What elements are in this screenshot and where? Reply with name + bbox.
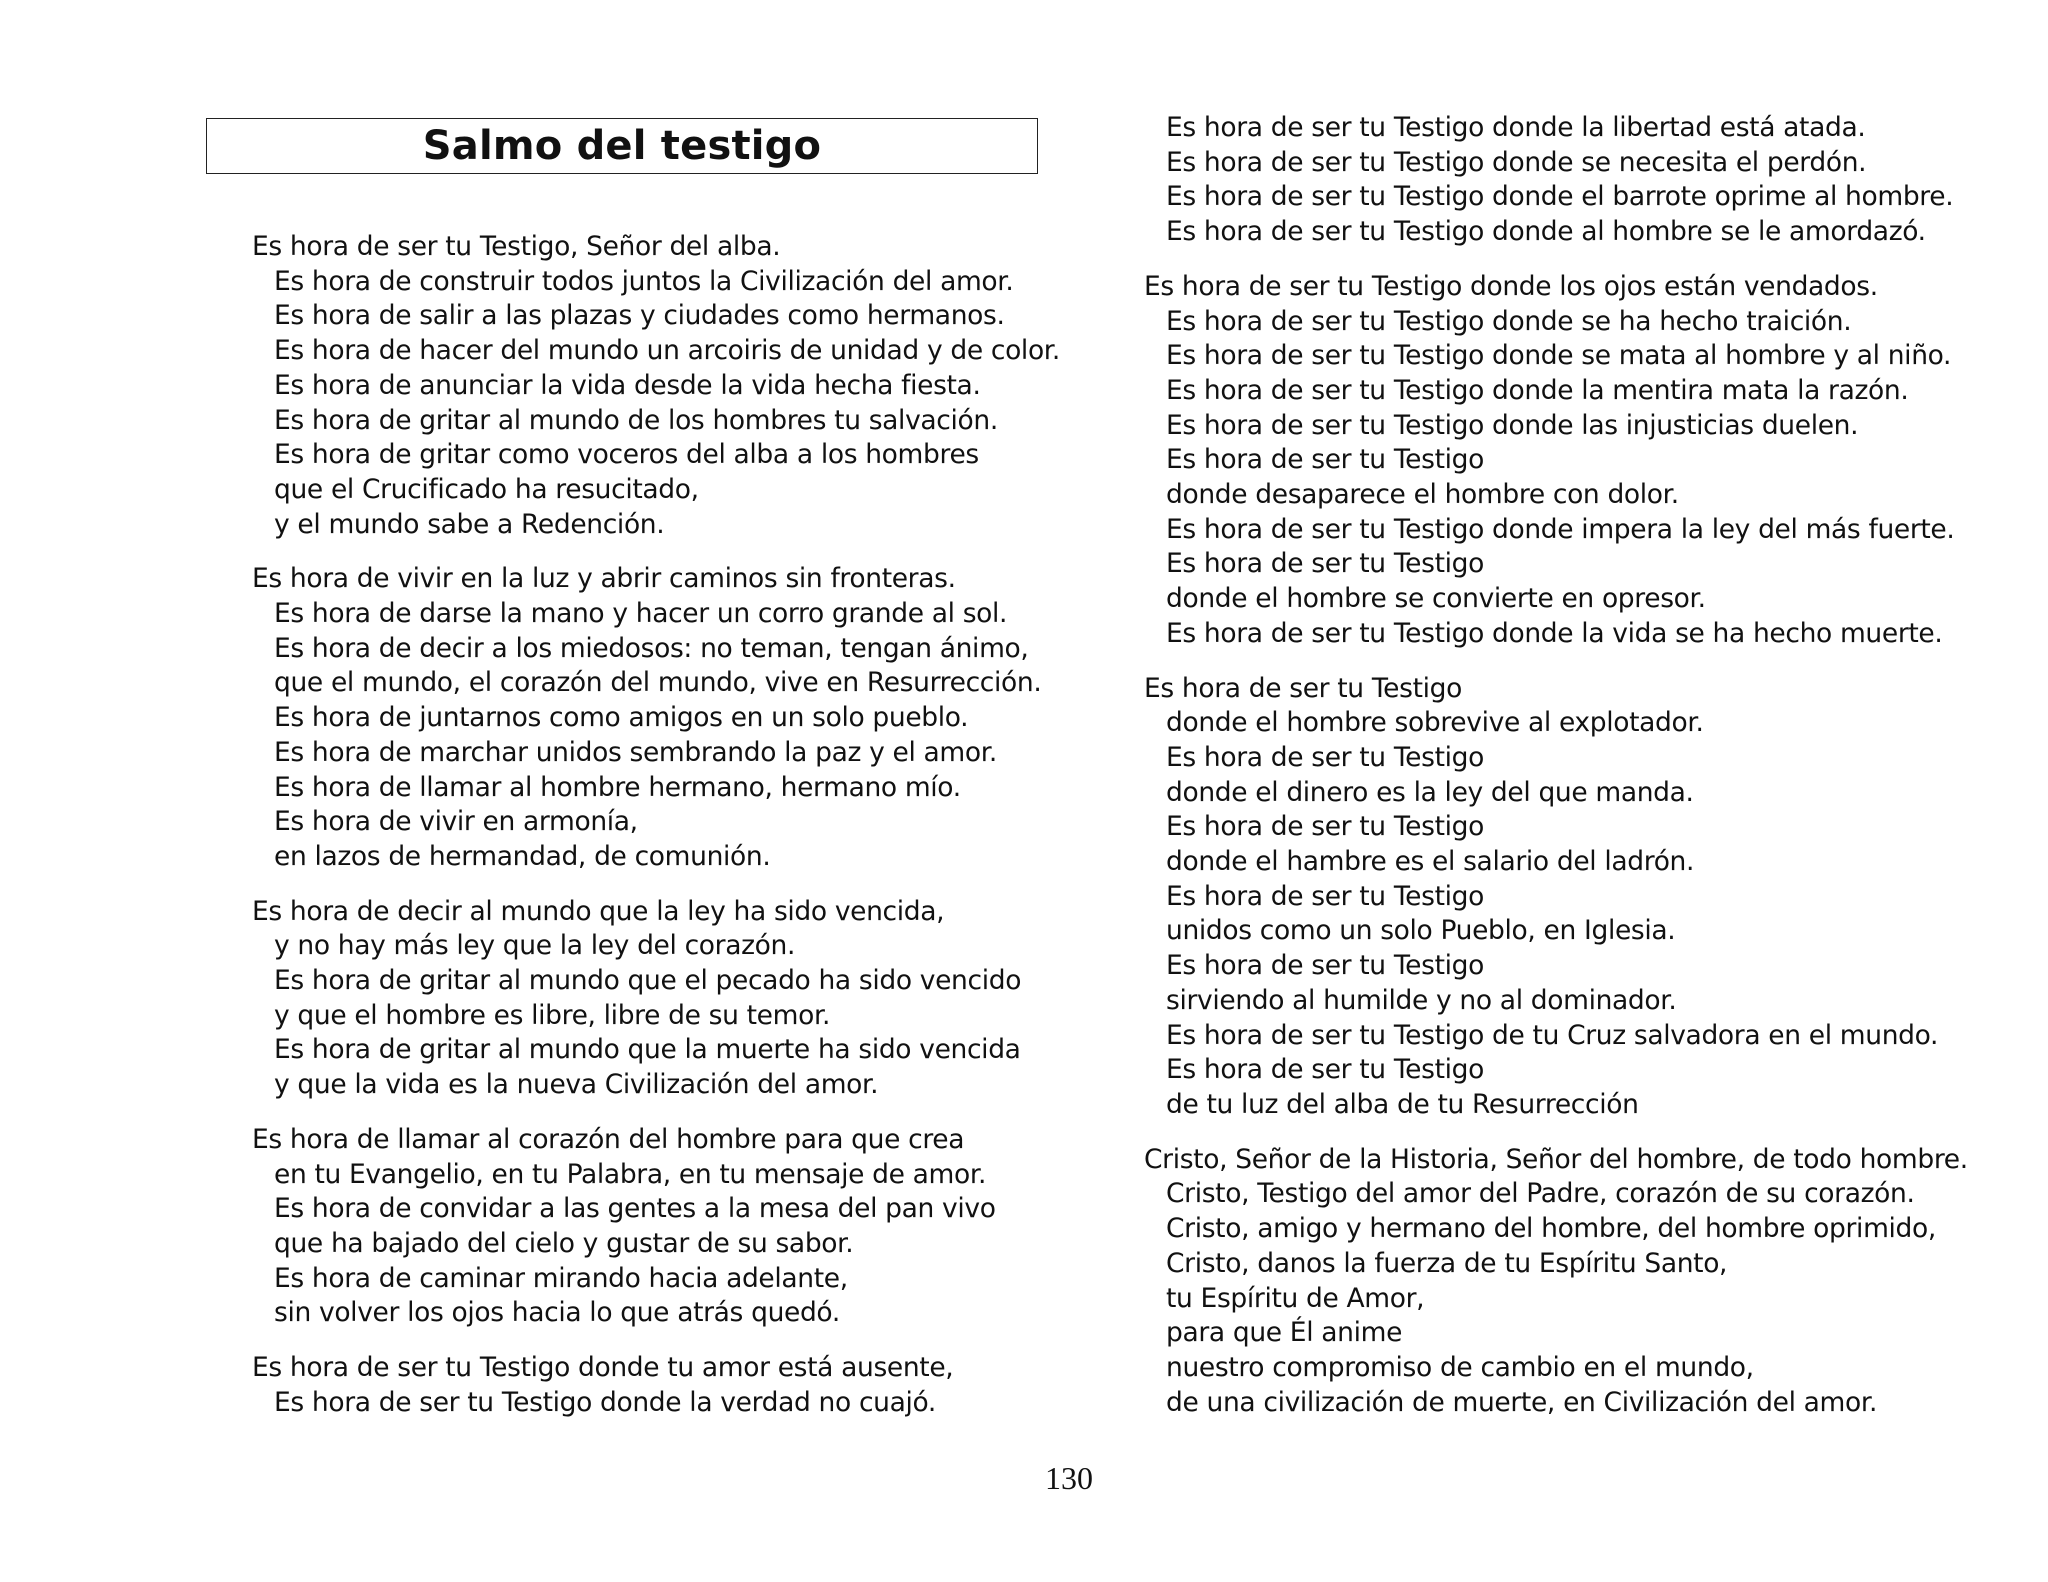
verse-line: Es hora de ser tu Testigo donde al hombre se le amordazó.: [1166, 216, 1926, 248]
verse-line: para que Él anime: [1166, 1317, 1403, 1349]
left-column: [252, 230, 1072, 1441]
verse-line: en lazos de hermandad, de comunión.: [274, 840, 771, 872]
right-column: [1144, 111, 2004, 1440]
verse-line: en tu Evangelio, en tu Palabra, en tu mensaje de amor.: [274, 1158, 987, 1190]
verse-line: Cristo, danos la fuerza de tu Espíritu Santo,: [1166, 1247, 1728, 1279]
verse-line: donde el hambre es el salario del ladrón.: [1166, 846, 1695, 878]
stanza: [1144, 270, 2004, 652]
stanza: [252, 230, 1072, 542]
verse-line: Es hora de ser tu Testigo: [1144, 672, 1462, 704]
verse-line: donde desaparece el hombre con dolor.: [1166, 479, 1679, 511]
verse-line: Es hora de decir al mundo que la ley ha sido vencida,: [252, 895, 945, 927]
verse-line: sin volver los ojos hacia lo que atrás quedó.: [274, 1297, 840, 1329]
verse-line: Es hora de juntarnos como amigos en un solo pueblo.: [274, 702, 969, 734]
verse-line: Es hora de ser tu Testigo: [1166, 741, 1484, 773]
verse-line: Es hora de ser tu Testigo donde la vida se ha hecho muerte.: [1166, 617, 1943, 649]
verse-line: y que la vida es la nueva Civilización del amor.: [274, 1069, 879, 1101]
stanza: [252, 1351, 1072, 1420]
verse-line: y que el hombre es libre, libre de su temor.: [274, 999, 831, 1031]
verse-line: Es hora de gritar al mundo de los hombres tu salvación.: [274, 404, 998, 436]
verse-line: Es hora de ser tu Testigo donde el barrote oprime al hombre.: [1166, 181, 1954, 213]
verse-line: Es hora de construir todos juntos la Civilización del amor.: [274, 265, 1014, 297]
verse-line: unidos como un solo Pueblo, en Iglesia.: [1166, 915, 1676, 947]
verse-line: Es hora de vivir en armonía,: [274, 806, 638, 838]
page-title: Salmo del testigo: [422, 123, 822, 169]
verse-line: y el mundo sabe a Redención.: [274, 508, 665, 540]
verse-line: Es hora de marchar unidos sembrando la paz y el amor.: [274, 736, 997, 768]
verse-line: nuestro compromiso de cambio en el mundo,: [1166, 1351, 1754, 1383]
verse-line: Es hora de vivir en la luz y abrir caminos sin fronteras.: [252, 563, 956, 595]
verse-line: Es hora de ser tu Testigo donde la libertad está atada.: [1166, 112, 1866, 143]
title-box: [206, 118, 1038, 174]
stanza: [252, 895, 1072, 1103]
verse-line: y no hay más ley que la ley del corazón.: [274, 930, 796, 962]
verse-line: Es hora de ser tu Testigo donde se necesita el perdón.: [1166, 146, 1867, 178]
verse-line: Cristo, Testigo del amor del Padre, corazón de su corazón.: [1166, 1178, 1915, 1210]
verse-line: Es hora de ser tu Testigo donde impera la ley del más fuerte.: [1166, 513, 1955, 545]
verse-line: Es hora de ser tu Testigo donde las injusticias duelen.: [1166, 409, 1859, 441]
verse-line: Es hora de ser tu Testigo de tu Cruz salvadora en el mundo.: [1166, 1019, 1939, 1051]
verse-line: Es hora de gritar como voceros del alba a los hombres: [274, 439, 979, 471]
verse-line: Es hora de anunciar la vida desde la vida hecha fiesta.: [274, 369, 981, 401]
verse-line: Es hora de ser tu Testigo donde se mata al hombre y al niño.: [1166, 340, 1952, 372]
verse-line: de tu luz del alba de tu Resurrección: [1166, 1088, 1639, 1120]
verse-line: Es hora de caminar mirando hacia adelante,: [274, 1262, 848, 1294]
verse-line: Es hora de ser tu Testigo: [1166, 811, 1484, 843]
verse-line: donde el dinero es la ley del que manda.: [1166, 776, 1694, 808]
verse-line: Es hora de ser tu Testigo: [1166, 548, 1484, 580]
verse-line: sirviendo al humilde y no al dominador.: [1166, 984, 1677, 1016]
verse-line: que el Crucificado ha resucitado,: [274, 473, 699, 505]
verse-line: Es hora de darse la mano y hacer un corro grande al sol.: [274, 598, 1008, 630]
verse-line: Es hora de convidar a las gentes a la mesa del pan vivo: [274, 1193, 996, 1225]
verse-line: Es hora de gritar al mundo que la muerte ha sido vencida: [274, 1034, 1021, 1066]
verse-line: Es hora de ser tu Testigo donde la mentira mata la razón.: [1166, 374, 1909, 406]
verse-line: Es hora de ser tu Testigo donde se ha hecho traición.: [1166, 305, 1852, 337]
verse-line: Cristo, Señor de la Historia, Señor del hombre, de todo hombre.: [1144, 1143, 1968, 1175]
verse-line: de una civilización de muerte, en Civilización del amor.: [1166, 1386, 1878, 1418]
verse-line: Es hora de decir a los miedosos: no teman, tengan ánimo,: [274, 632, 1029, 664]
verse-line: donde el hombre sobrevive al explotador.: [1166, 707, 1704, 739]
stanza: [1144, 672, 2004, 1123]
stanza: [252, 1123, 1072, 1331]
verse-line: Es hora de hacer del mundo un arcoiris de unidad y de color.: [274, 335, 1060, 367]
stanza: [1144, 1143, 2004, 1421]
stanza: [252, 562, 1072, 874]
verse-line: Es hora de salir a las plazas y ciudades como hermanos.: [274, 300, 1005, 332]
verse-line: Es hora de ser tu Testigo: [1166, 444, 1484, 476]
verse-line: tu Espíritu de Amor,: [1166, 1282, 1425, 1314]
stanza: [1144, 111, 2004, 250]
verse-line: Es hora de gritar al mundo que el pecado ha sido vencido: [274, 965, 1022, 997]
verse-line: Es hora de ser tu Testigo: [1166, 880, 1484, 912]
verse-line: que el mundo, el corazón del mundo, vive en Resurrección.: [274, 667, 1042, 699]
verse-line: Es hora de ser tu Testigo: [1166, 1054, 1484, 1086]
verse-line: Es hora de ser tu Testigo: [1166, 950, 1484, 982]
verse-line: Es hora de ser tu Testigo donde tu amor está ausente,: [252, 1352, 954, 1384]
page-number: 130: [1045, 1460, 1093, 1496]
verse-line: donde el hombre se convierte en opresor.: [1166, 583, 1706, 615]
verse-line: Es hora de ser tu Testigo, Señor del alba.: [252, 231, 781, 262]
verse-line: Es hora de llamar al hombre hermano, hermano mío.: [274, 771, 961, 803]
verse-line: Es hora de ser tu Testigo donde los ojos están vendados.: [1144, 270, 1878, 302]
verse-line: Cristo, amigo y hermano del hombre, del hombre oprimido,: [1166, 1213, 1936, 1245]
verse-line: que ha bajado del cielo y gustar de su sabor.: [274, 1227, 854, 1259]
verse-line: Es hora de llamar al corazón del hombre para que crea: [252, 1123, 965, 1155]
verse-line: Es hora de ser tu Testigo donde la verdad no cuajó.: [274, 1386, 936, 1418]
